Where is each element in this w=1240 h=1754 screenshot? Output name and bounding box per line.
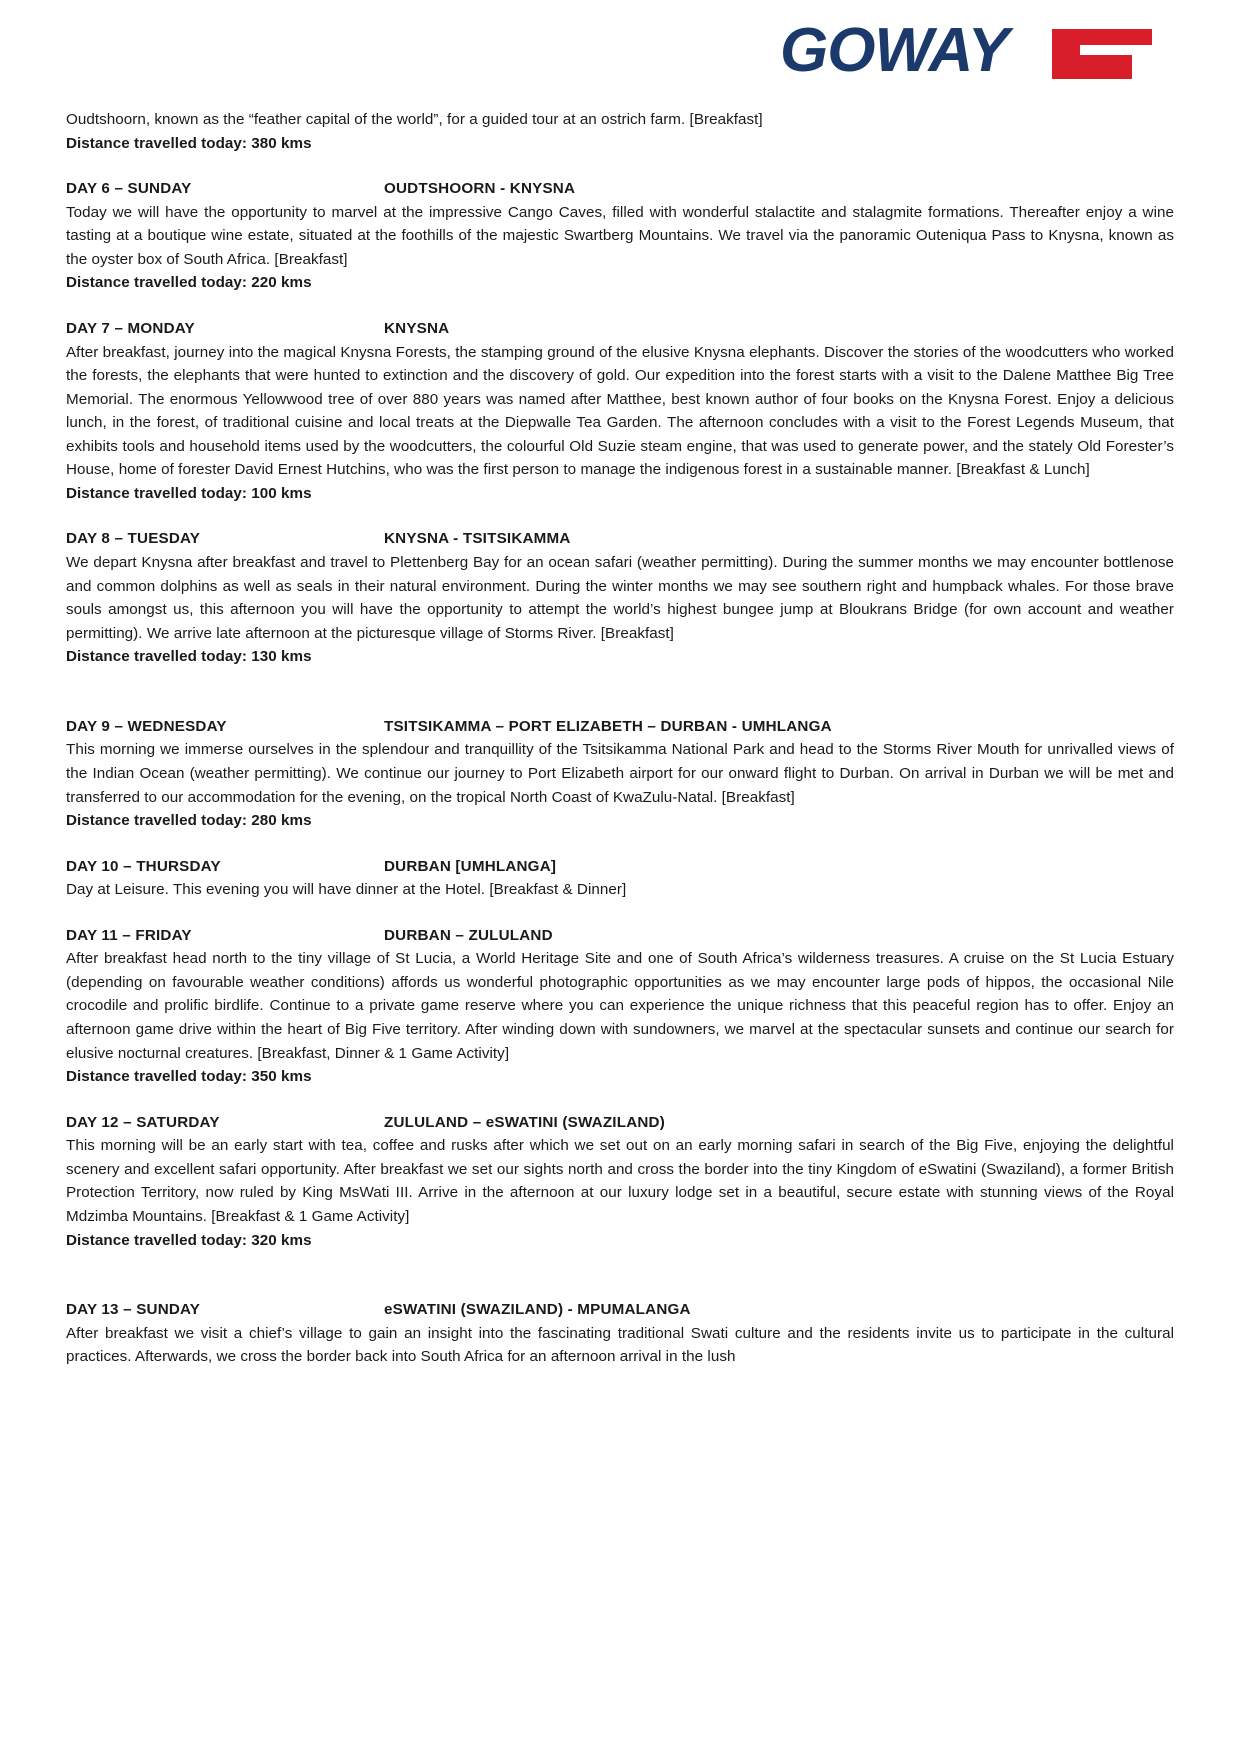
day-text: After breakfast head north to the tiny village of St Lucia, a World Heritage Site and one of South Africa’s wilderness treasures. A cruise on the St Lucia Estuary (depending on favourable weather conditions) affords us wonderful photographic opportunities as we may encounter large pods of hippos, the occasional Nile crocodile and prolific birdlife. Continue to a private game reserve where you can experience the unique richness that this peaceful region has to offer. Enjoy an afternoon game drive within the heart of Big Five territory. After winding down with sundowners, we marvel at the spectacular sunsets and continue our search for elusive nocturnal creatures. [Breakfast, Dinner & 1 Game Activity] bbox=[66, 950, 1174, 1062]
day-text: After breakfast we visit a chief’s village to gain an insight into the fascinating traditional Swati culture and the residents invite us to participate in the cultural practices. Afterwards, we cross the border back into South Africa for an afternoon arrival in the lush bbox=[66, 1324, 1174, 1366]
day-distance: Distance travelled today: 350 kms bbox=[66, 1068, 312, 1086]
day-route: KNYSNA bbox=[384, 319, 450, 337]
day-route: KNYSNA - TSITSIKAMMA bbox=[384, 530, 571, 548]
day-header-9 bbox=[66, 715, 1174, 739]
day-entry-8 bbox=[66, 527, 1174, 668]
day-text: After breakfast, journey into the magical Knysna Forests, the stamping ground of the elusive Knysna elephants. Discover the stories of the woodcutters who worked the forests, the elephants that were hunted to extinction and the discovery of gold. Our expedition into the forest starts with a visit to the Dalene Matthee Big Tree Memorial. The enormous Yellowwood tree of over 880 years was named after Matthee, best known author of four books on the Knysna Forest. Enjoy a delicious lunch, in the forest, of traditional cuisine and local treats at the Diepwalle Tea Garden. The afternoon concludes with a visit to the Forest Legends Museum, that exhibits tools and household items used by the woodcutters, the colourful Old Suzie steam engine, that was used to generate power, and the stately Old Forester’s House, home of forester David Ernest Hutchins, who was the first person to manage the indigenous forest in a sustainable manner. [Breakfast & Lunch] bbox=[66, 343, 1174, 479]
day-label: DAY 9 – WEDNESDAY bbox=[66, 717, 227, 735]
day-entry-9 bbox=[66, 715, 1174, 833]
day-distance: Distance travelled today: 100 kms bbox=[66, 484, 312, 502]
goway-logo bbox=[780, 19, 1160, 86]
itinerary-body bbox=[66, 108, 1174, 1369]
day-text: Today we will have the opportunity to marvel at the impressive Cango Caves, filled with wonderful stalactite and stalagmite formations. Thereafter enjoy a wine tasting at a boutique wine estate, situated at the foothills of the majestic Swartberg Mountains. We travel via the panoramic Outeniqua Pass to Knysna, known as the oyster box of South Africa. [Breakfast] bbox=[66, 203, 1174, 268]
day-text: This morning will be an early start with tea, coffee and rusks after which we set out on an early morning safari in search of the Big Five, enjoying the delightful scenery and excellent safari opportunity. After breakfast we set our sights north and cross the border into the tiny Kingdom of eSwatini (Swaziland), a former British Protection Territory, now ruled by King MsWati III. Arrive in the afternoon at our luxury lodge set in a beautiful, secure estate with stunning views of the Royal Mdzimba Mountains. [Breakfast & 1 Game Activity] bbox=[66, 1137, 1174, 1225]
day-header-12 bbox=[66, 1111, 1174, 1135]
day-label: DAY 11 – FRIDAY bbox=[66, 926, 192, 944]
day-header-11 bbox=[66, 924, 1174, 948]
day-route: OUDTSHOORN - KNYSNA bbox=[384, 180, 576, 198]
day-entry-13 bbox=[66, 1298, 1174, 1369]
day-route: TSITSIKAMMA – PORT ELIZABETH – DURBAN - UMHLANGA bbox=[384, 717, 832, 735]
day-header-8 bbox=[66, 527, 1174, 551]
day-route: ZULULAND – eSWATINI (SWAZILAND) bbox=[384, 1113, 665, 1131]
day-label: DAY 10 – THURSDAY bbox=[66, 857, 221, 875]
day-label: DAY 6 – SUNDAY bbox=[66, 180, 192, 198]
day-distance: Distance travelled today: 320 kms bbox=[66, 1231, 312, 1249]
intro-distance: Distance travelled today: 380 kms bbox=[66, 134, 312, 152]
day-entry-10 bbox=[66, 855, 1174, 902]
day-header-7 bbox=[66, 317, 1174, 341]
day-label: DAY 12 – SATURDAY bbox=[66, 1113, 220, 1131]
day-route: DURBAN – ZULULAND bbox=[384, 926, 553, 944]
intro-paragraph: Oudtshoorn, known as the “feather capital of the world”, for a guided tour at an ostrich farm. [Breakfast] bbox=[66, 111, 763, 128]
day-entry-7 bbox=[66, 317, 1174, 506]
day-label: DAY 7 – MONDAY bbox=[66, 319, 195, 337]
day-label: DAY 8 – TUESDAY bbox=[66, 530, 201, 548]
day-text: We depart Knysna after breakfast and travel to Plettenberg Bay for an ocean safari (weather permitting). During the summer months we may encounter bottlenose and common dolphins as well as seals in their natural environment. During the winter months we may see southern right and humpback whales. For those brave souls amongst us, this afternoon you will have the opportunity to attempt the world’s highest bungee jump at Bloukrans Bridge (for own account and weather permitting). We arrive late afternoon at the picturesque village of Storms River. [Breakfast] bbox=[66, 554, 1174, 642]
day-text: This morning we immerse ourselves in the splendour and tranquillity of the Tsitsikamma National Park and head to the Storms River Mouth for unrivalled views of the Indian Ocean (weather permitting). We continue our journey to Port Elizabeth airport for our onward flight to Durban. On arrival in Durban we will be met and transferred to our accommodation for the evening, on the tropical North Coast of KwaZulu-Natal. [Breakfast] bbox=[66, 741, 1174, 806]
day-header-13 bbox=[66, 1298, 1174, 1322]
goway-chevron-mark bbox=[1052, 29, 1152, 79]
day-entry-6 bbox=[66, 177, 1174, 295]
page-header bbox=[66, 0, 1174, 108]
day-header-10 bbox=[66, 855, 1174, 879]
day-entry-12 bbox=[66, 1111, 1174, 1252]
day-header-6 bbox=[66, 177, 1174, 201]
day-route: eSWATINI (SWAZILAND) - MPUMALANGA bbox=[384, 1301, 691, 1319]
day-distance: Distance travelled today: 220 kms bbox=[66, 274, 312, 292]
goway-logo-icon bbox=[780, 19, 1160, 89]
day-distance: Distance travelled today: 280 kms bbox=[66, 812, 312, 830]
day-distance: Distance travelled today: 130 kms bbox=[66, 648, 312, 666]
day-label: DAY 13 – SUNDAY bbox=[66, 1301, 201, 1319]
svg-text:GOWAY: GOWAY bbox=[780, 19, 1009, 85]
day-entry-11 bbox=[66, 924, 1174, 1089]
day-route: DURBAN [UMHLANGA] bbox=[384, 857, 557, 875]
day-text: Day at Leisure. This evening you will have dinner at the Hotel. [Breakfast & Dinner] bbox=[66, 881, 627, 899]
